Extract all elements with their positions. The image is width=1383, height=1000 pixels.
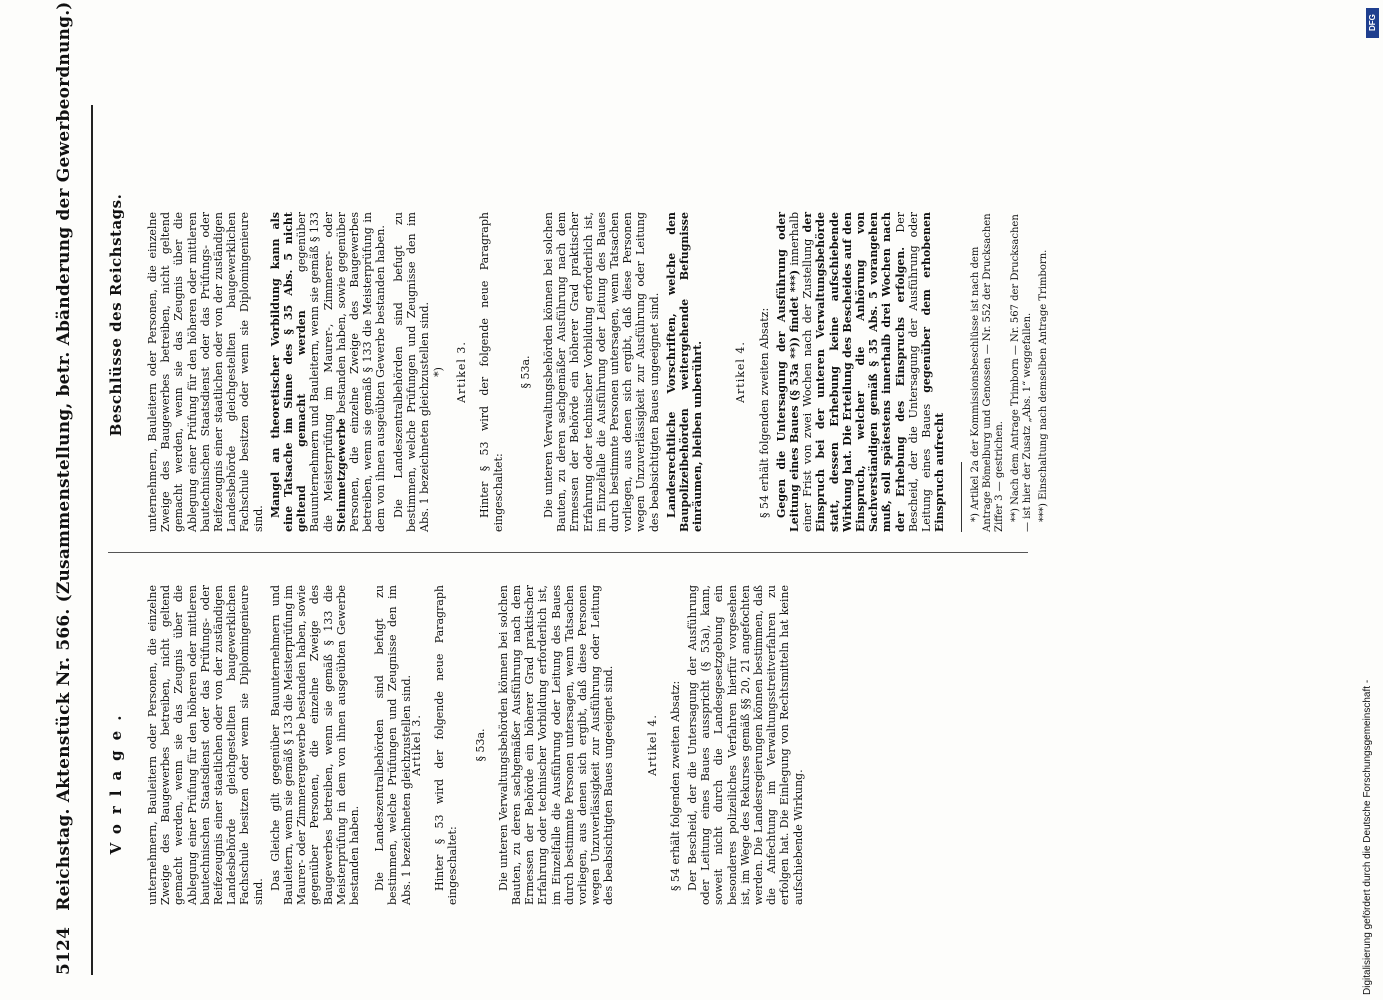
- beschluss-paragraph: Hinter § 53 wird der folgende neue Paragraph eingeschaltet:: [478, 212, 505, 532]
- beschluesse-column-1: [146, 212, 435, 532]
- dfg-logo: DFG: [1366, 8, 1379, 38]
- vorlage-column-1: [146, 585, 417, 905]
- beschluss-paragraph: [269, 212, 388, 532]
- beschluss-paragraph: Die unteren Verwaltungsbehörden können bei solchen Bauten, zu deren sachgemäßer Ausführung nach dem Ermessen der Behörde ein höherer Grad praktischer Erfahrung oder technischer Vorbildung erforderlich ist, im Einzelfalle die Ausführung oder Leitung des Baues durch bestimmte Personen untersagen, wenn Tatsachen vorliegen, aus denen sich ergibt, daß diese Personen wegen Unzuverlässigkeit zur Ausführung oder Leitung des beabsichtigten Baues ungeeignet sind.: [542, 212, 661, 532]
- vorlage-column-2: [380, 585, 809, 905]
- document-page: [50, 1, 1340, 985]
- bold-text: Gegen die Untersagung der Ausführung oder Leitung eines Baues (§ 53a **)) findet ***): [774, 212, 802, 532]
- left-heading: Vorlage.: [107, 705, 125, 855]
- footnote: *) Artikel 2a der Kommissionsbeschlüsse ist nach dem Antrage Bömelburg und Genossen — Nr. 552 der Drucksachen Ziffer 3 — gestrichen.: [969, 213, 1005, 532]
- text-span: innerhalb einer Frist von zwei Wochen nach der Zustellung: [788, 212, 815, 532]
- digitization-credit: Digitalisierung gefördert durch die Deutsche Forschungsgemeinschaft -: [1362, 679, 1373, 995]
- section-heading: § 53a.: [473, 728, 487, 762]
- footnote: ***) Einschaltung nach demselben Antrage Trimborn.: [1037, 249, 1049, 522]
- bold-text: Steinmetzgewerbe: [334, 418, 348, 532]
- bold-text: gegenüber dem erhobenen Einspruch aufrecht: [920, 212, 947, 532]
- text-span: Der Bescheid, der die Untersagung der Ausführung oder Leitung eines Baues: [893, 212, 934, 532]
- footnote: **) Nach dem Antrage Trimborn — Nr. 567 der Drucksachen — ist hier der Zusatz „Abs. 1“ weggefallen.: [1009, 214, 1033, 532]
- vorlage-paragraph: § 54 erhält folgenden zweiten Absatz:: [668, 680, 682, 891]
- vorlage-paragraph: unternehmern, Bauleitern oder Personen, die einzelne Zweige des Baugewerbes betreiben, nicht geltend gemacht werden, wenn sie das Zeugnis über die Ablegung einer Prüfung für den höheren oder mittleren bautechnischen Staatsdienst oder das Prüfungs- oder Reifezeugnis einer staatlichen oder von der zuständigen Landesbehörde gleichgestellten baugewerklichen Fachschule besitzen oder wenn sie Diplomingenieure sind.: [146, 585, 265, 905]
- text-span: bestanden haben, sowie gegenüber Personen, die einzelne Zweige des Baugewerbes betreiben, wenn sie gemäß § 133 die Meisterprüfung in dem von ihnen ausgeübten Gewerbe bestanden haben.: [334, 212, 388, 532]
- bold-text: Mangel an theoretischer Vorbildung kann als eine Tatsache im Sinne des § 35 Abs. 5 nicht geltend gemacht werden: [268, 212, 309, 532]
- article-heading: Artikel 4.: [734, 341, 748, 403]
- vorlage-paragraph: Die Landeszentralbehörden sind befugt zu bestimmen, welche Prüfungen und Zeugnisse den im Abs. 1 bezeichneten gleichzustellen sind.: [373, 585, 413, 905]
- section-heading: § 53a.: [518, 355, 532, 389]
- beschluss-paragraph: Die Landeszentralbehörden sind befugt zu bestimmen, welche Prüfungen und Zeugnisse den im Abs. 1 bezeichneten gleichzustellen sind.: [391, 212, 432, 532]
- column-divider: [108, 552, 1028, 553]
- beschluss-paragraph: [775, 212, 947, 532]
- beschluesse-column-2: [422, 212, 1054, 532]
- article-heading: Artikel 4.: [645, 714, 659, 776]
- article-heading: Artikel 3.: [410, 714, 423, 776]
- footnote-rule: [961, 462, 962, 532]
- beschluss-paragraph: unternehmern, Bauleitern oder Personen, die einzelne Zweige des Baugewerbes betreiben, nicht geltend gemacht werden, wenn sie das Zeugnis über die Ablegung einer Prüfung für den höheren oder mittleren bautechnischen Staatsdienst oder das Prüfungs- oder Reifezeugnis einer staatlichen oder von der zuständigen Landesbehörde gleichgestellten baugewerklichen Fachschule besitzen oder wenn sie Diplomingenieure sind.: [146, 212, 265, 532]
- page-number: 5124: [54, 926, 74, 975]
- article-heading: Artikel 3.: [455, 341, 469, 403]
- page-title: Reichstag. Aktenstück Nr. 566. (Zusammenstellung, betr. Abänderung der Gewerbeordnung.): [54, 1, 74, 911]
- beschluss-paragraph-bold: Landesrechtliche Vorschriften, welche den Baupolizeibehörden weitergehende Befugnisse einräumen, bleiben unberührt.: [664, 212, 705, 532]
- vorlage-paragraph: Der Bescheid, der die Untersagung der Ausführung oder Leitung eines Baues ausspricht (§ 53a), kann, soweit nicht durch die Landesgesetzgebung ein besonderes polizeiliches Verfahren hierfür vorgesehen ist, im Wege des Rekurses gemäß §§ 20, 21 angefochten werden. Die Landesregierungen können bestimmen, daß die Anfechtung im Verwaltungsstreitverfahren zu erfolgen hat. Die Einlegung von Rechtsmitteln hat keine aufschiebende Wirkung.: [686, 585, 805, 905]
- page-header: [54, 1, 98, 975]
- vorlage-paragraph: Die unteren Verwaltungsbehörden können bei solchen Bauten, zu deren sachgemäßer Ausführung nach dem Ermessen der Behörde ein höherer Grad praktischer Erfahrung oder technischer Vorbildung erforderlich ist, im Einzelfalle die Ausführung oder Leitung des Baues durch bestimmte Personen untersagen, wenn Tatsachen vorliegen, aus denen sich ergibt, daß diese Personen wegen Unzuverlässigkeit zur Ausführung oder Leitung des beabsichtigten Baues ungeeignet sind.: [496, 585, 616, 905]
- header-rule: [91, 105, 93, 975]
- beschluss-paragraph: § 54 erhält folgenden zweiten Absatz:: [757, 307, 771, 518]
- vorlage-paragraph: Das Gleiche gilt gegenüber Bauunternehmern und Bauleitern, wenn sie gemäß § 133 die Meisterprüfung im Maurer- oder Zimmerergewerbe bestanden haben, sowie gegenüber Personen, die einzelne Zweige des Baugewerbes betreiben, wenn sie gemäß § 133 die Meisterprüfung in dem von ihnen ausgeübten Gewerbe bestanden haben.: [268, 585, 362, 905]
- vorlage-paragraph: Hinter § 53 wird der folgende neue Paragraph eingeschaltet:: [433, 585, 460, 905]
- right-heading: Beschlüsse des Reichstags.: [107, 193, 125, 437]
- bold-text: der Einspruch bei der unteren Verwaltungsbehörde statt, dessen Erhebung keine aufschiebende Wirkung hat. Die Erteilung des Bescheides auf den Einspruch, welcher die Anhörung von Sachverständigen gemäß § 35 Abs. 5 vorangehen muß, soll spätestens innerhalb drei Wochen nach der Erhebung des Einspruchs erfolgen.: [801, 212, 907, 532]
- footnote-marker: *): [432, 367, 445, 377]
- text-span: gegenüber Bauunternehmern und Bauleitern, wenn sie gemäß § 133 die Meisterprüfung im Maurer-, Zimmerer- oder: [295, 211, 335, 532]
